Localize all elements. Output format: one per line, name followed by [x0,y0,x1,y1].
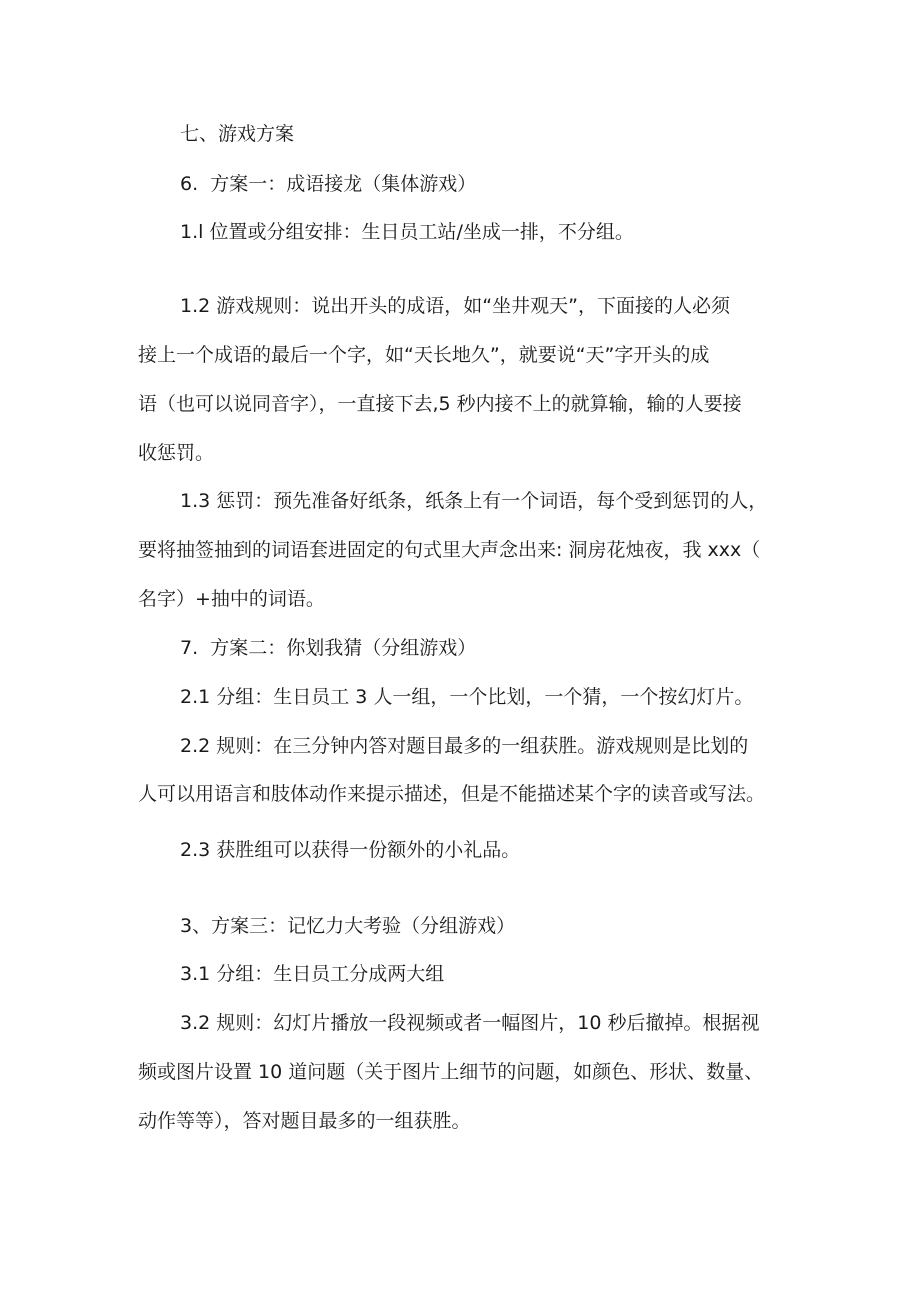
plan-2-item-2-2-line-1: 2.2 规则：在三分钟内答对题目最多的一组获胜。游戏规则是比划的 [180,735,749,757]
plan-2-item-2-1: 2.1 分组：生日员工 3 人一组，一个比划，一个猜，一个按幻灯片。 [180,686,754,708]
plan-3-item-3-2-line-3: 动作等等），答对题目最多的一组获胜。 [138,1110,471,1132]
plan-3-item-3-1: 3.1 分组：生日员工分成两大组 [180,963,445,985]
plan-3-heading: 3、方案三：记忆力大考验（分组游戏） [180,915,516,937]
plan-1-item-1-2-line-4: 收惩罚。 [138,442,215,464]
section-heading-7: 七、游戏方案 [180,123,295,145]
plan-1-item-1-1: 1.l 位置或分组安排：生日员工站/坐成一排，不分组。 [180,221,634,243]
plan-1-item-1-2-line-3: 语（也可以说同音字），一直接下去,5 秒内接不上的就算输，输的人要接 [138,393,742,415]
plan-1-item-1-3-line-3: 名字）+抽中的词语。 [138,588,325,610]
plan-2-item-2-3: 2.3 获胜组可以获得一份额外的小礼品。 [180,839,521,861]
plan-3-item-3-2-line-1: 3.2 规则：幻灯片播放一段视频或者一幅图片，10 秒后撤掉。根据视 [180,1012,760,1034]
plan-3-item-3-2-line-2: 频或图片设置 10 道问题（关于图片上细节的问题，如颜色、形状、数量、 [138,1061,764,1083]
plan-1-item-1-2-line-1: 1.2 游戏规则：说出开头的成语，如“坐井观天”，下面接的人必须 [180,295,730,317]
plan-2-heading: 7. 方案二：你划我猜（分组游戏） [180,637,477,659]
plan-1-item-1-2-line-2: 接上一个成语的最后一个字，如“天长地久”，就要说“天”字开头的成 [138,344,710,366]
plan-2-item-2-2-line-2: 人可以用语言和肢体动作来提示描述，但是不能描述某个字的读音或写法。 [138,783,766,805]
plan-1-item-1-3-line-1: 1.3 惩罚：预先准备好纸条，纸条上有一个词语，每个受到惩罚的人， [180,490,768,512]
plan-1-heading: 6. 方案一：成语接龙（集体游戏） [180,173,477,195]
plan-1-item-1-3-line-2: 要将抽签抽到的词语套进固定的句式里大声念出来: 洞房花烛夜，我 xxx（ [138,539,761,561]
